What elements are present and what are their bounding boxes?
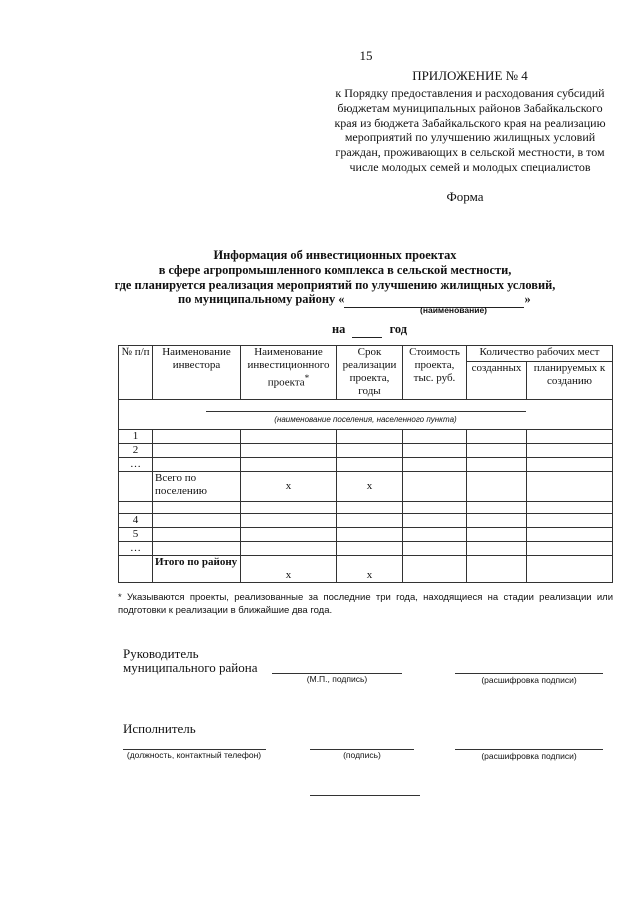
title-line-4-suffix: »: [524, 292, 531, 306]
head-label-line2: муниципального района: [123, 660, 258, 675]
subtotal-label: Всего по поселению: [153, 472, 241, 502]
row-num: …: [119, 542, 153, 556]
title-line-3: где планируется реализация мероприятий по улучшению жилищных условий,: [114, 277, 556, 292]
table-row: [119, 444, 613, 458]
appendix-line: мероприятий по улучшению жилищных условий: [344, 130, 596, 145]
year-god-label: год: [389, 322, 407, 336]
row-num: 5: [119, 528, 153, 542]
total-x1: х: [241, 556, 337, 583]
document-title: [100, 248, 570, 292]
header-term: Срок реализации проекта, годы: [337, 346, 403, 400]
table-row: [119, 514, 613, 528]
table-row: [119, 502, 613, 514]
appendix-line: граждан, проживающих в сельской местности, в том: [335, 145, 605, 160]
signature-caption: (подпись): [343, 750, 381, 760]
row-num: 2: [119, 444, 153, 458]
header-project-text: Наименование инвестиционного проекта: [247, 346, 330, 389]
total-label: Итого по району: [153, 556, 241, 583]
subtotal-x2: х: [337, 472, 403, 502]
header-jobs: Количество рабочих мест: [467, 346, 613, 362]
appendix-line: числе молодых семей и молодых специалистов: [349, 159, 591, 174]
district-name-caption: (наименование): [420, 305, 488, 315]
bottom-line: [310, 795, 420, 796]
total-x2: х: [337, 556, 403, 583]
table-row: [119, 528, 613, 542]
table-row: [119, 458, 613, 472]
head-label: Руководитель: [123, 646, 199, 661]
header-num: № п/п: [119, 346, 153, 400]
appendix-line: к Порядку предоставления и расходования субсидий: [335, 86, 605, 100]
header-project: [241, 346, 337, 400]
table-row: [119, 430, 613, 444]
header-row: [119, 346, 613, 362]
year-na-label: на: [332, 322, 346, 336]
header-investor: Наименование инвестора: [153, 346, 241, 400]
title-line-2: в сфере агропромышленного комплекса в сельской местности,: [158, 262, 512, 277]
header-created: созданных: [467, 362, 527, 400]
footnote: * Указываются проекты, реализованные за последние три года, находящиеся на стадии реализации или подготовки к реализации в ближайшие два года.: [118, 592, 613, 616]
form-label: Форма: [446, 189, 484, 204]
executor-label: Исполнитель: [123, 721, 196, 736]
header-planned: планируемых к созданию: [527, 362, 613, 400]
page-number: 15: [359, 48, 373, 63]
appendix-line: бюджетам муниципальных районов Забайкальского: [337, 100, 603, 115]
row-num: 1: [119, 430, 153, 444]
projects-table: [118, 345, 613, 583]
year-line: [332, 322, 407, 338]
subtotal-x1: х: [241, 472, 337, 502]
appendix-description: [300, 86, 640, 175]
executor-decode-line[interactable]: [455, 749, 603, 750]
title-line-4-prefix: по муниципальному району «: [178, 292, 345, 306]
position-caption: (должность, контактный телефон): [126, 750, 262, 760]
row-num: 4: [119, 514, 153, 528]
appendix-line: края из бюджета Забайкальского края на реализацию: [334, 115, 606, 130]
header-cost: Стоимость проекта, тыс. руб.: [403, 346, 467, 400]
appendix-title: ПРИЛОЖЕНИЕ № 4: [412, 68, 528, 83]
subtotal-row: [119, 472, 613, 502]
title-line-1: Информация об инвестиционных проектах: [213, 248, 457, 262]
footnote-mark: *: [304, 373, 310, 383]
settlement-cell: [119, 400, 613, 430]
settlement-row: [119, 400, 613, 430]
head-decode-line[interactable]: [455, 673, 603, 674]
row-num: …: [119, 458, 153, 472]
total-row: [119, 556, 613, 583]
settlement-caption: (наименование поселения, населенного пункта): [206, 411, 526, 426]
decode-caption-2: (расшифровка подписи): [481, 751, 577, 761]
mp-caption: (М.П., подпись): [306, 674, 368, 684]
table-row: [119, 542, 613, 556]
decode-caption: (расшифровка подписи): [481, 675, 577, 685]
year-blank[interactable]: [352, 322, 382, 338]
